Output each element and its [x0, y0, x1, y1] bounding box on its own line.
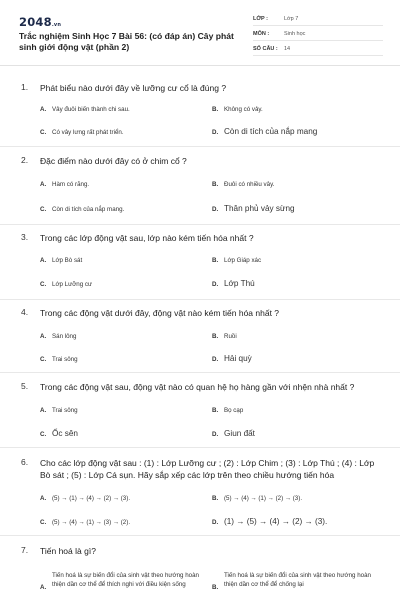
divider [0, 535, 400, 536]
meta-value: Sinh học [284, 31, 306, 37]
divider [0, 146, 400, 147]
question-number: 6. [21, 457, 29, 467]
quiz-page: 2048.vn Trắc nghiệm Sinh Học 7 Bài 56: (có đáp án) Cây phát sinh giới động vật (phần 2) LỚP : Lớp 7 MÔN : Sinh học SỐ CÂU : 14 1. Phát biểu nào dưới đây về lưỡng cư cổ là đúng ? A. Vây đuôi biến thành chi sau. B. Không có vảy. C. Có vây lưng rất phát triển. D. Còn di tích của nắp mang 2. Đặc điểm nào dưới đây có ở chim cổ ? A. Hàm có răng. B. Đuôi có nhiều vây. C. Còn di tích của nắp mang. D. Thân phủ vảy sừng 3. Trong các lớp động vật sau, lớp nào kém tiến hóa nhất ? A. Lớp Bò sát B. Lớp Giáp xác C. Lớp Lưỡng cư D. Lớp Thú 4. Trong các động vật dưới đây, động vật nào kém tiến hóa nhất ? A. Sán lông B. Ruồi C. Trai sông D. Hải quỳ 5. Trong các động vật sau, động vật nào có quan hệ họ hàng gần với nhện nhà nhất ? A. Trai sông B. Bọ cạp C. Ốc sên D. Giun đất 6. Cho các lớp động vật sau : (1) : Lớp Lưỡng cư ; (2) : Lớp Chim ; (3) : Lớp Thú ; (4) : Lớp Bò sát ; (5) : Lớp Cá sụn. Hãy sắp xếp các lớp trên theo chiều hướng tiến hóa A. (5) → (1) → (4) → (2) → (3). B. (5) → (4) → (1) → (2) → (3). C. (5) → (4) → (1) → (3) → (2). D. (1) → (5) → (4) → (2) → (3). 7. Tiến hoá là gì? A. Tiến hoá là sự biến đổi của sinh vật theo hướng hoàn thiện dần cơ thể để thích nghi với điều kiện sống B. Tiến hoá là sự biến đổi của sinh vật theo hướng hoàn thiện dần cơ thể để chống lại [0, 0, 400, 600]
meta-label: LỚP : [253, 16, 268, 22]
divider [0, 447, 400, 448]
question-number: 7. [21, 545, 29, 555]
question-text: Cho các lớp động vật sau : (1) : Lớp Lưỡng cư ; (2) : Lớp Chim ; (3) : Lớp Thú ; (4) : Lớp Bò sát ; (5) : Lớp Cá sụn. Hãy sắp xếp các lớp trên theo chiều hướng tiến hóa [40, 458, 375, 480]
question-text: Trong các động vật sau, động vật nào có quan hệ họ hàng gần với nhện nhà nhất ? [40, 382, 355, 392]
question-text: Trong các động vật dưới đây, động vật nào kém tiến hóa nhất ? [40, 308, 280, 318]
question-number: 4. [21, 307, 29, 317]
page-header [0, 0, 400, 66]
question-number: 1. [21, 82, 29, 92]
question-number: 3. [21, 232, 29, 242]
question-text: Tiến hoá là gì? [40, 546, 96, 556]
meta-label: MÔN : [253, 31, 270, 37]
question-text: Đặc điểm nào dưới đây có ở chim cổ ? [40, 156, 187, 166]
question-number: 5. [21, 381, 29, 391]
logo-suffix: .vn [51, 22, 62, 28]
meta-value: 14 [284, 46, 291, 52]
meta-subject [253, 29, 383, 41]
meta-value: Lớp 7 [284, 16, 299, 22]
page-title: Trắc nghiệm Sinh Học 7 Bài 56: (có đáp án) Cây phát sinh giới động vật (phần 2) [19, 31, 234, 52]
meta-count [253, 44, 383, 56]
divider [0, 372, 400, 373]
question-number: 2. [21, 155, 29, 165]
divider [0, 224, 400, 225]
divider [0, 299, 400, 300]
question-text: Phát biểu nào dưới đây về lưỡng cư cổ là đúng ? [40, 83, 227, 93]
question-text: Trong các lớp động vật sau, lớp nào kém tiến hóa nhất ? [40, 233, 254, 243]
meta-label: SỐ CÂU : [253, 46, 278, 52]
site-logo[interactable]: 2048.vn [19, 15, 62, 29]
meta-class [253, 14, 383, 26]
